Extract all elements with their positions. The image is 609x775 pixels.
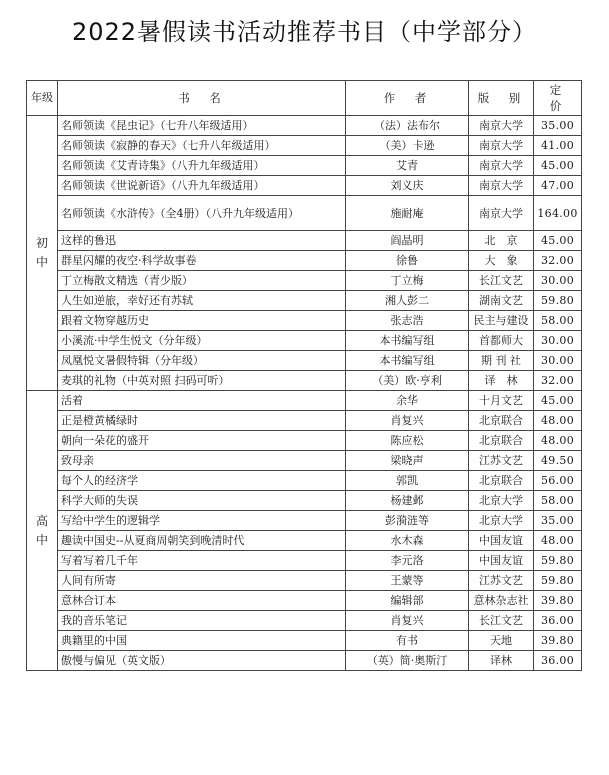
author-cell: 张志浩 [346, 311, 469, 331]
table-row [27, 196, 582, 231]
author-cell: 水木森 [346, 531, 469, 551]
table-row [27, 371, 582, 391]
book-title-cell: 凤凰悦文暑假特辑（分年级） [58, 351, 346, 371]
publisher-column-header: 版 别 [469, 81, 534, 116]
publisher-cell: 北京大学 [469, 511, 534, 531]
author-cell: 陈应松 [346, 431, 469, 451]
publisher-cell: 意林杂志社 [469, 591, 534, 611]
publisher-cell: 南京大学 [469, 116, 534, 136]
book-title-cell: 朝向一朵花的盛开 [58, 431, 346, 451]
book-title-cell: 跟着文物穿越历史 [58, 311, 346, 331]
author-cell: （美）卡逊 [346, 136, 469, 156]
publisher-cell: 江苏文艺 [469, 571, 534, 591]
price-cell: 58.00 [534, 491, 582, 511]
price-cell: 56.00 [534, 471, 582, 491]
book-title-cell: 写给中学生的逻辑学 [58, 511, 346, 531]
author-cell: 郭凯 [346, 471, 469, 491]
table-row [27, 571, 582, 591]
table-row [27, 551, 582, 571]
grade-column-header: 年级 [27, 81, 58, 116]
book-title-cell: 我的音乐笔记 [58, 611, 346, 631]
book-title-cell: 小溪流·中学生悦文（分年级） [58, 331, 346, 351]
publisher-cell: 十月文艺 [469, 391, 534, 411]
publisher-cell: 南京大学 [469, 196, 534, 231]
publisher-cell: 译林 [469, 651, 534, 671]
author-cell: 李元洛 [346, 551, 469, 571]
author-cell: 本书编写组 [346, 331, 469, 351]
publisher-cell: 译 林 [469, 371, 534, 391]
table-row [27, 631, 582, 651]
price-cell: 36.00 [534, 651, 582, 671]
page-title: 2022暑假读书活动推荐书目（中学部分） [71, 18, 538, 46]
book-title-cell: 名师领读《水浒传》（全4册）（八升九年级适用） [58, 196, 346, 231]
book-title-cell: 名师领读《寂静的春天》（七升八年级适用） [58, 136, 346, 156]
table-row [27, 651, 582, 671]
price-cell: 48.00 [534, 531, 582, 551]
author-cell: （法）法布尔 [346, 116, 469, 136]
table-row [27, 136, 582, 156]
price-cell: 59.80 [534, 551, 582, 571]
author-cell: 施耐庵 [346, 196, 469, 231]
table-row [27, 511, 582, 531]
book-title-cell: 科学大师的失误 [58, 491, 346, 511]
author-cell: 肖复兴 [346, 611, 469, 631]
book-title-cell: 正是橙黄橘绿时 [58, 411, 346, 431]
table-row [27, 251, 582, 271]
publisher-cell: 湖南文艺 [469, 291, 534, 311]
price-cell: 41.00 [534, 136, 582, 156]
price-cell: 30.00 [534, 271, 582, 291]
table-row [27, 431, 582, 451]
book-title-cell: 这样的鲁迅 [58, 231, 346, 251]
book-list-table [26, 80, 582, 671]
price-cell: 59.80 [534, 291, 582, 311]
author-cell: 刘义庆 [346, 176, 469, 196]
price-cell: 32.00 [534, 251, 582, 271]
publisher-cell: 江苏文艺 [469, 451, 534, 471]
author-cell: 阎晶明 [346, 231, 469, 251]
book-title-cell: 麦琪的礼物（中英对照 扫码可听） [58, 371, 346, 391]
price-cell: 59.80 [534, 571, 582, 591]
publisher-cell: 南京大学 [469, 156, 534, 176]
price-cell: 45.00 [534, 156, 582, 176]
author-cell: （英）简·奥斯汀 [346, 651, 469, 671]
table-row [27, 351, 582, 371]
publisher-cell: 民主与建设 [469, 311, 534, 331]
title-column-header: 书 名 [58, 81, 346, 116]
publisher-cell: 北 京 [469, 231, 534, 251]
price-cell: 30.00 [534, 351, 582, 371]
book-title-cell: 名师领读《世说新语》（八升九年级适用） [58, 176, 346, 196]
price-cell: 35.00 [534, 511, 582, 531]
publisher-cell: 长江文艺 [469, 271, 534, 291]
book-title-cell: 丁立梅散文精选（青少版） [58, 271, 346, 291]
publisher-cell: 中国友谊 [469, 551, 534, 571]
price-cell: 39.80 [534, 631, 582, 651]
author-cell: 丁立梅 [346, 271, 469, 291]
book-title-cell: 名师领读《昆虫记》（七升八年级适用） [58, 116, 346, 136]
publisher-cell: 首都师大 [469, 331, 534, 351]
book-title-cell: 人生如逆旅，幸好还有苏轼 [58, 291, 346, 311]
author-cell: 彭漪涟等 [346, 511, 469, 531]
price-cell: 58.00 [534, 311, 582, 331]
book-title-cell: 人间有所寄 [58, 571, 346, 591]
price-cell: 45.00 [534, 391, 582, 411]
table-row [27, 176, 582, 196]
publisher-cell: 北京联合 [469, 471, 534, 491]
grade-label: 初中 [36, 236, 49, 269]
price-cell: 36.00 [534, 611, 582, 631]
table-header-row [27, 81, 582, 116]
table-row [27, 271, 582, 291]
table-row [27, 116, 582, 136]
table-row [27, 591, 582, 611]
table-row [27, 471, 582, 491]
book-title-cell: 活着 [58, 391, 346, 411]
author-cell: 杨建邺 [346, 491, 469, 511]
price-cell: 39.80 [534, 591, 582, 611]
author-column-header: 作 者 [346, 81, 469, 116]
author-cell: （美）欧·亨利 [346, 371, 469, 391]
publisher-cell: 北京大学 [469, 491, 534, 511]
book-title-cell: 写着写着几千年 [58, 551, 346, 571]
price-cell: 49.50 [534, 451, 582, 471]
book-title-cell: 傲慢与偏见（英文版） [58, 651, 346, 671]
book-title-cell: 每个人的经济学 [58, 471, 346, 491]
author-cell: 编辑部 [346, 591, 469, 611]
price-cell: 164.00 [534, 196, 582, 231]
price-cell: 48.00 [534, 411, 582, 431]
publisher-cell: 南京大学 [469, 136, 534, 156]
author-cell: 艾青 [346, 156, 469, 176]
author-cell: 梁晓声 [346, 451, 469, 471]
author-cell: 余华 [346, 391, 469, 411]
book-title-cell: 意林合订本 [58, 591, 346, 611]
table-row [27, 491, 582, 511]
table-row [27, 156, 582, 176]
author-cell: 本书编写组 [346, 351, 469, 371]
publisher-cell: 北京联合 [469, 431, 534, 451]
author-cell: 徐鲁 [346, 251, 469, 271]
price-cell: 30.00 [534, 331, 582, 351]
table-row [27, 331, 582, 351]
table-row [27, 611, 582, 631]
publisher-cell: 中国友谊 [469, 531, 534, 551]
publisher-cell: 南京大学 [469, 176, 534, 196]
author-cell: 有书 [346, 631, 469, 651]
table-body [27, 116, 582, 671]
publisher-cell: 北京联合 [469, 411, 534, 431]
table-row [27, 411, 582, 431]
grade-cell [27, 391, 58, 671]
grade-cell [27, 116, 58, 391]
price-cell: 35.00 [534, 116, 582, 136]
book-title-cell: 典籍里的中国 [58, 631, 346, 651]
book-title-cell: 群星闪耀的夜空·科学故事卷 [58, 251, 346, 271]
table-row [27, 291, 582, 311]
price-cell: 48.00 [534, 431, 582, 451]
publisher-cell: 长江文艺 [469, 611, 534, 631]
author-cell: 湘人彭二 [346, 291, 469, 311]
publisher-cell: 大 象 [469, 251, 534, 271]
table-row [27, 311, 582, 331]
table-row [27, 231, 582, 251]
author-cell: 王蒙等 [346, 571, 469, 591]
grade-label: 高中 [36, 513, 49, 547]
price-cell: 45.00 [534, 231, 582, 251]
author-cell: 肖复兴 [346, 411, 469, 431]
book-title-cell: 致母亲 [58, 451, 346, 471]
table-row [27, 531, 582, 551]
book-title-cell: 趣读中国史--从夏商周朝笑到晚清时代 [58, 531, 346, 551]
price-cell: 47.00 [534, 176, 582, 196]
publisher-cell: 天地 [469, 631, 534, 651]
book-title-cell: 名师领读《艾青诗集》（八升九年级适用） [58, 156, 346, 176]
publisher-cell: 期 刊 社 [469, 351, 534, 371]
table-row [27, 451, 582, 471]
table-row [27, 391, 582, 411]
price-column-header: 定 价 [534, 81, 582, 116]
price-cell: 32.00 [534, 371, 582, 391]
